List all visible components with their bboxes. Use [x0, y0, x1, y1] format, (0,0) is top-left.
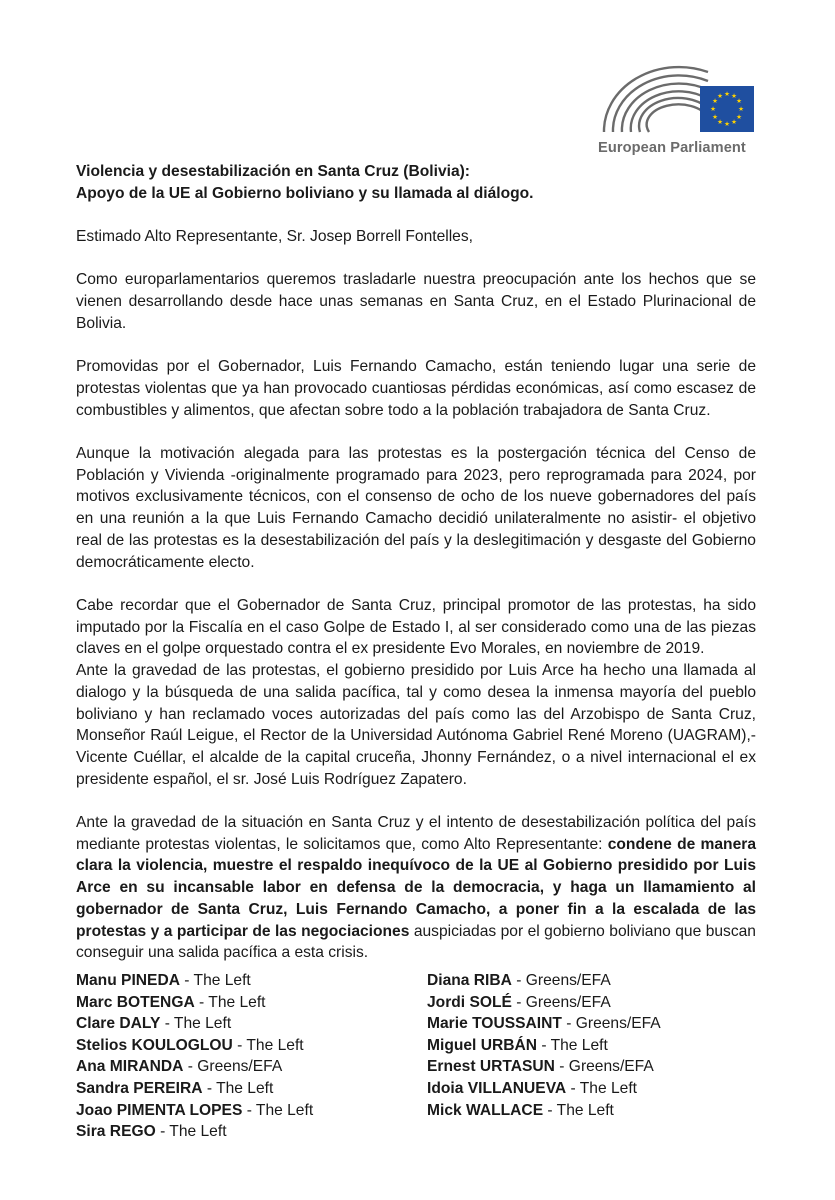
- signatory-name: Miguel URBÁN: [427, 1036, 538, 1054]
- final-text-after: auspiciadas por el gobierno boliviano que buscan conseguir una salida pacífica a esta crisis.: [76, 922, 756, 962]
- european-parliament-logo: [596, 56, 761, 166]
- svg-text:★: ★: [717, 92, 723, 100]
- paragraph-5: Ante la gravedad de las protestas, el gobierno presidido por Luis Arce ha hecho una llamada al dialogo y la búsqueda de una salida pacífica, tal y como desea la inmensa mayoría del pueblo boliviano y han reclamado voces autorizadas del país como las del Arzobispo de Santa Cruz, Monseñor Raúl Leigue, el Rector de la Universidad Autónoma Gabriel René Moreno (UAGRAM),- Vicente Cuéllar, el alcalde de la capital cruceña, Jhonny Fernández, o a nivel internacional el ex presidente español, el sr. José Luis Rodríguez Zapatero.: [76, 662, 756, 788]
- svg-text:★: ★: [724, 90, 730, 98]
- letter-body: [76, 161, 756, 964]
- signatory: [76, 1121, 416, 1143]
- signatories-left: [76, 970, 416, 1143]
- signatory: [76, 1078, 416, 1100]
- signatory: [76, 992, 416, 1014]
- paragraph-3: Aunque la motivación alegada para las protestas es la postergación técnica del Censo de Población y Vivienda -originalmente programado para 2023, pero reprogramada para 2024, por motivos exclusivamente técnicos, con el consenso de ocho de los nueve gobernadores del país en una reunión a la que Luis Fernando Camacho decidió unilateralmente no asistir- el objetivo real de las protestas es la desestabilización del país y la deslegitimación y desgaste del Gobierno democráticamente electo.: [76, 445, 756, 571]
- svg-text:★: ★: [710, 105, 716, 113]
- signatory-group: - The Left: [194, 993, 266, 1011]
- svg-text:★: ★: [731, 118, 737, 126]
- svg-text:★: ★: [736, 113, 742, 121]
- signatory-group: - The Left: [202, 1079, 274, 1097]
- signatory-group: - Greens/EFA: [561, 1015, 661, 1033]
- final-text-before: Ante la gravedad de la situación en Santa Cruz y el intento de desestabilización política del país mediante protestas violentas, le solicitamos que, como Alto Representante:: [76, 814, 756, 853]
- signatory: [427, 1013, 767, 1035]
- signatory-name: Marc BOTENGA: [76, 993, 195, 1011]
- paragraph-4: Cabe recordar que el Gobernador de Santa Cruz, principal promotor de las protestas, ha sido imputado por la Fiscalía en el caso Golpe de Estado I, al ser considerado como una de las piezas claves en el golpe orquestado contra el ex presidente Evo Morales, en noviembre de 2019.: [76, 596, 756, 658]
- signatory-name: Mick WALLACE: [427, 1101, 544, 1119]
- svg-text:★: ★: [712, 97, 718, 105]
- parliament-hemicycle-icon: [596, 56, 761, 136]
- title-line-1: Violencia y desestabilización en Santa Cruz (Bolivia):: [76, 163, 471, 180]
- signatory: [427, 1078, 767, 1100]
- signatory: [76, 1100, 416, 1122]
- salutation: Estimado Alto Representante, Sr. Josep Borrell Fontelles,: [76, 228, 473, 246]
- svg-text:★: ★: [712, 113, 718, 121]
- paragraph-final: [76, 812, 756, 964]
- signatory-group: - The Left: [179, 972, 251, 989]
- signatory-name: Sandra PEREIRA: [76, 1079, 203, 1097]
- signatory: [427, 970, 767, 992]
- signatory-name: Jordi SOLÉ: [427, 993, 512, 1011]
- signatory-name: Stelios KOULOGLOU: [76, 1036, 233, 1054]
- signatory-group: - The Left: [232, 1036, 304, 1054]
- signatory: [427, 1035, 767, 1057]
- title-line-2: Apoyo de la UE al Gobierno boliviano y su llamada al diálogo.: [76, 184, 534, 202]
- final-text-bold: condene de manera clara la violencia, muestre el respaldo inequívoco de la UE al Gobierno presidido por Luis Arce en su incansable labor en defensa de la democracia, y haga un llamamiento al gobernador de Santa Cruz, Luis Fernando Camacho, a poner fin a la escalada de las protestas y a participar de las negociaciones: [76, 835, 756, 940]
- signatory: [76, 1013, 416, 1035]
- svg-text:★: ★: [738, 105, 744, 113]
- signatory-group: - The Left: [537, 1036, 608, 1054]
- svg-text:★: ★: [731, 92, 737, 100]
- signatory-group: - The Left: [242, 1101, 314, 1119]
- svg-text:★: ★: [717, 118, 723, 126]
- svg-text:★: ★: [724, 120, 730, 128]
- signatory-name: Marie TOUSSAINT: [427, 1015, 562, 1033]
- signatory-name: Ernest URTASUN: [427, 1058, 555, 1076]
- signatory-group: - Greens/EFA: [511, 972, 611, 989]
- signatory-name: Sira REGO: [76, 1123, 156, 1141]
- signatory: [427, 1056, 767, 1078]
- logo-text: European Parliament: [598, 140, 746, 156]
- signatory-group: - The Left: [566, 1079, 637, 1097]
- signatory-group: - The Left: [543, 1101, 614, 1119]
- signatory-group: - Greens/EFA: [554, 1058, 654, 1076]
- letter-title: [76, 161, 756, 204]
- paragraph-1: Como europarlamentarios queremos trasladarle nuestra preocupación ante los hechos que se vienen desarrollando desde hace unas semanas en Santa Cruz, en el Estado Plurinacional de Bolivia.: [76, 271, 756, 332]
- signatory-name: Manu PINEDA: [76, 972, 180, 989]
- signatory-name: Idoia VILLANUEVA: [427, 1079, 567, 1097]
- signatory-group: - The Left: [155, 1123, 227, 1141]
- signatories-right: [427, 970, 767, 1121]
- signatory-name: Diana RIBA: [427, 972, 512, 989]
- signatory: [76, 1056, 416, 1078]
- signatory: [76, 970, 416, 992]
- signatory: [427, 992, 767, 1014]
- signatory-group: - Greens/EFA: [183, 1058, 283, 1076]
- signatory-group: - Greens/EFA: [511, 993, 611, 1011]
- signatory: [76, 1035, 416, 1057]
- signatory-name: Ana MIRANDA: [76, 1058, 184, 1076]
- signatory: [427, 1100, 767, 1122]
- svg-text:★: ★: [736, 97, 742, 105]
- signatory-name: Clare DALY: [76, 1015, 161, 1033]
- signatory-name: Joao PIMENTA LOPES: [76, 1101, 243, 1119]
- paragraph-2: Promovidas por el Gobernador, Luis Fernando Camacho, están teniendo lugar una serie de protestas violentas que ya han provocado cuantiosas pérdidas económicas, así como escasez de combustibles y alimentos, que afectan sobre todo a la población trabajadora de Santa Cruz.: [76, 358, 756, 419]
- signatory-group: - The Left: [160, 1015, 232, 1033]
